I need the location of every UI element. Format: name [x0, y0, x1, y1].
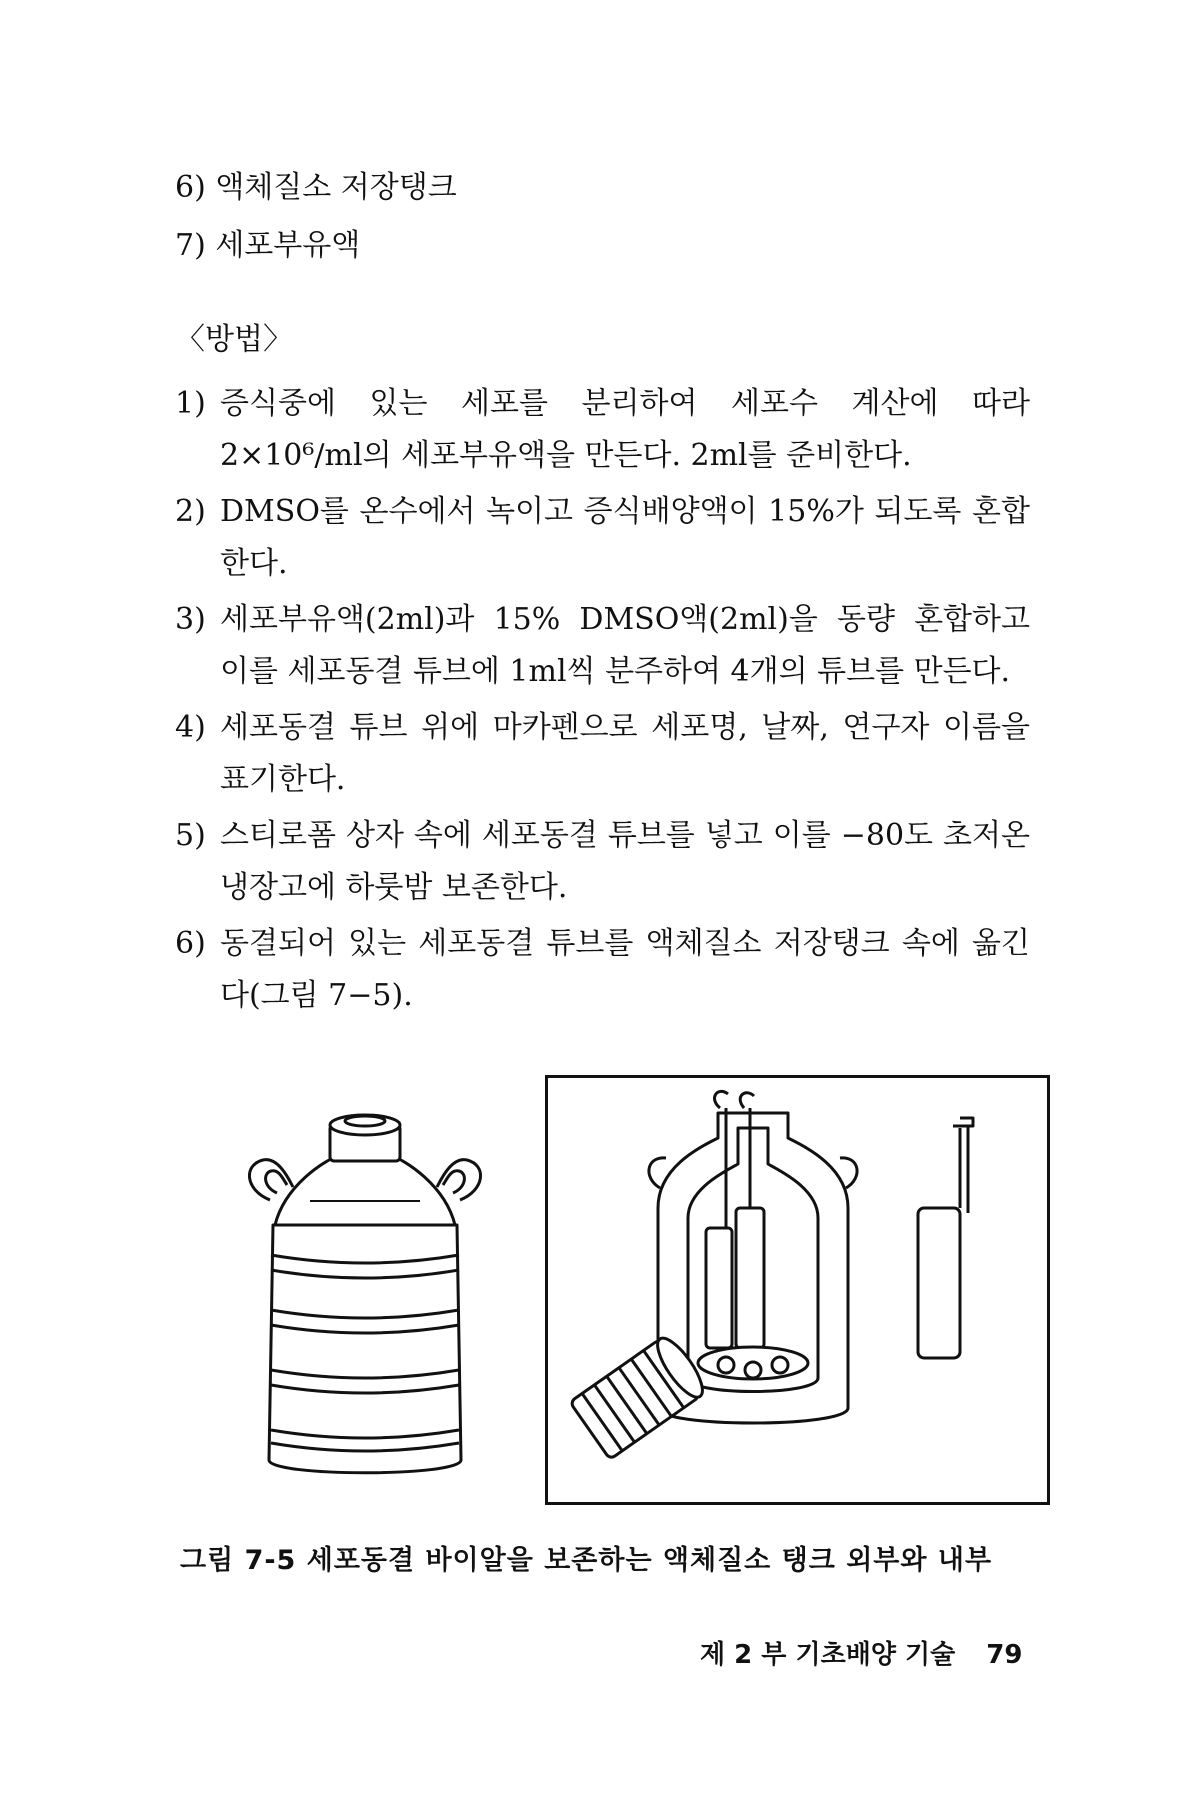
material-item-6: 6) 액체질소 저장탱크 — [175, 170, 457, 205]
step-text: 스티로폼 상자 속에 세포동결 튜브를 넣고 이를 −80도 초저온 냉장고에 하룻밤 보존한다. — [220, 818, 1030, 905]
method-step — [175, 594, 1030, 698]
page-footer — [700, 1634, 1022, 1671]
step-text: DMSO를 온수에서 녹이고 증식배양액이 15%가 되도록 혼합한다. — [220, 494, 1030, 581]
step-number: 5) — [175, 818, 206, 853]
method-step — [175, 486, 1030, 590]
step-number: 1) — [175, 386, 206, 421]
page-number: 79 — [986, 1640, 1023, 1670]
tank-interior-illustration — [548, 1078, 1047, 1502]
step-text: 세포부유액(2ml)과 15% DMSO액(2ml)을 동량 혼합하고 이를 세포동결 튜브에 1ml씩 분주하여 4개의 튜브를 만든다. — [220, 602, 1030, 689]
tank-exterior-illustration — [215, 1105, 515, 1505]
method-step — [175, 702, 1030, 806]
step-number: 4) — [175, 710, 206, 745]
method-step — [175, 378, 1030, 482]
step-number: 6) — [175, 926, 206, 961]
figure-7-5 — [215, 1075, 1050, 1505]
step-text: 세포동결 튜브 위에 마카펜으로 세포명, 날짜, 연구자 이름을 표기한다. — [220, 710, 1030, 797]
figure-caption: 그림 7-5 세포동결 바이알을 보존하는 액체질소 탱크 외부와 내부 — [180, 1545, 993, 1576]
step-number: 3) — [175, 602, 206, 637]
step-number: 2) — [175, 494, 206, 529]
step-text: 증식중에 있는 세포를 분리하여 세포수 계산에 따라 2×10⁶/ml의 세포부유액을 만든다. 2ml를 준비한다. — [220, 386, 1030, 473]
method-step — [175, 810, 1030, 914]
method-heading: 〈방법〉 — [175, 322, 293, 357]
method-step — [175, 918, 1030, 1022]
step-text: 동결되어 있는 세포동결 튜브를 액체질소 저장탱크 속에 옮긴다(그림 7−5). — [220, 926, 1030, 1013]
tank-interior-panel — [545, 1075, 1050, 1505]
footer-section-title: 제 2 부 기초배양 기술 — [700, 1640, 956, 1670]
material-item-7: 7) 세포부유액 — [175, 228, 361, 263]
method-steps — [175, 378, 1030, 1026]
